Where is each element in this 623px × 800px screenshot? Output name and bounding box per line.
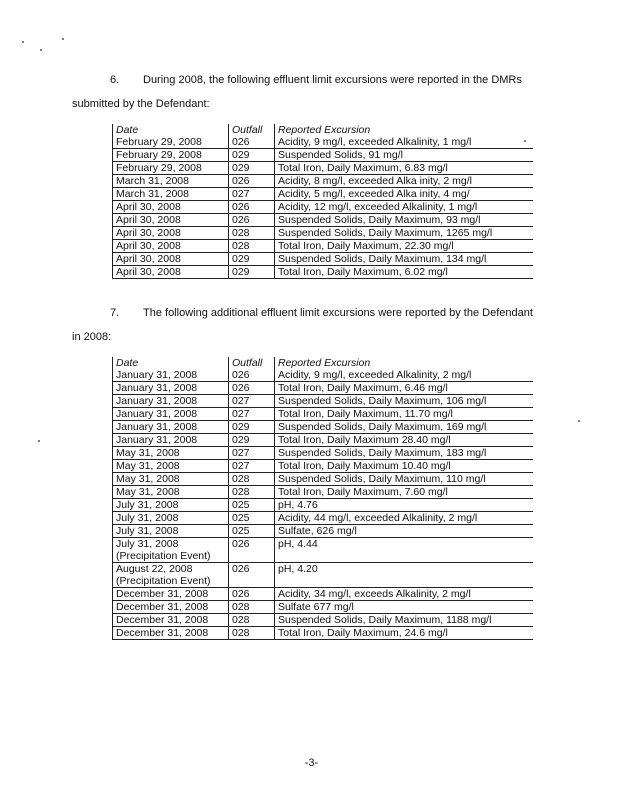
date-cell: May 31, 2008 <box>113 460 229 473</box>
outfall-cell: 025 <box>229 525 275 538</box>
outfall-cell: 027 <box>229 188 275 201</box>
date-cell: March 31, 2008 <box>113 188 229 201</box>
paragraph-6 <box>0 74 623 88</box>
outfall-cell: 028 <box>229 486 275 499</box>
excursion-cell: pH, 4.20 <box>275 563 534 576</box>
outfall-cell: 029 <box>229 266 275 279</box>
table-row <box>113 627 534 640</box>
table-row <box>113 369 534 382</box>
date-cell: July 31, 2008 <box>113 525 229 538</box>
excursion-cell: Suspended Solids, 91 mg/l <box>275 149 534 162</box>
table-row <box>113 460 534 473</box>
date-cell: December 31, 2008 <box>113 588 229 601</box>
date-cell: May 31, 2008 <box>113 447 229 460</box>
table-row <box>113 575 534 588</box>
scan-speck <box>578 420 580 422</box>
outfall-cell: 028 <box>229 473 275 486</box>
date-cell: February 29, 2008 <box>113 136 229 149</box>
outfall-cell: 025 <box>229 499 275 512</box>
table-header-row <box>113 124 534 136</box>
page-number: -3- <box>304 757 319 769</box>
table-row <box>113 538 534 551</box>
excursion-cell: Total Iron, Daily Maximum, 7.60 mg/l <box>275 486 534 499</box>
outfall-cell: 028 <box>229 614 275 627</box>
outfall-cell: 026 <box>229 538 275 551</box>
excursion-cell: Suspended Solids, Daily Maximum, 1188 mg/l <box>275 614 534 627</box>
excursion-cell: Suspended Solids, Daily Maximum, 106 mg/l <box>275 395 534 408</box>
outfall-cell: 026 <box>229 175 275 188</box>
table-row <box>113 266 534 279</box>
outfall-cell: 025 <box>229 512 275 525</box>
date-cell: April 30, 2008 <box>113 201 229 214</box>
date-cell: July 31, 2008 <box>113 512 229 525</box>
excursions-table-dmr <box>112 124 533 279</box>
table-row <box>113 447 534 460</box>
excursion-cell: Total Iron, Daily Maximum, 6.02 mg/l <box>275 266 534 279</box>
outfall-cell: 026 <box>229 369 275 382</box>
table-row <box>113 563 534 576</box>
scan-speck <box>38 440 40 442</box>
table-row <box>113 382 534 395</box>
date-cell: April 30, 2008 <box>113 227 229 240</box>
date-cell: December 31, 2008 <box>113 627 229 640</box>
date-cell: January 31, 2008 <box>113 408 229 421</box>
table-row <box>113 421 534 434</box>
excursion-cell: Suspended Solids, Daily Maximum, 110 mg/l <box>275 473 534 486</box>
excursion-cell: pH, 4.76 <box>275 499 534 512</box>
date-cell: (Precipitation Event) <box>113 550 229 563</box>
outfall-cell: 027 <box>229 447 275 460</box>
table-row <box>113 525 534 538</box>
date-cell: January 31, 2008 <box>113 382 229 395</box>
outfall-cell: 029 <box>229 149 275 162</box>
date-cell: May 31, 2008 <box>113 486 229 499</box>
outfall-cell: 028 <box>229 227 275 240</box>
table-row <box>113 149 534 162</box>
table-row <box>113 227 534 240</box>
excursion-cell: Acidity, 8 mg/l, exceeded Alka inity, 2 mg/l <box>275 175 534 188</box>
date-cell: May 31, 2008 <box>113 473 229 486</box>
table-row <box>113 512 534 525</box>
date-cell: February 29, 2008 <box>113 162 229 175</box>
outfall-cell <box>229 550 275 563</box>
scan-speck <box>40 49 42 51</box>
date-cell: January 31, 2008 <box>113 421 229 434</box>
column-header: Date <box>113 357 229 369</box>
excursion-cell <box>275 550 534 563</box>
paragraph-7 <box>0 307 623 321</box>
scan-speck <box>22 41 24 43</box>
date-cell: December 31, 2008 <box>113 601 229 614</box>
column-header: Reported Excursion <box>275 357 534 369</box>
table-row <box>113 408 534 421</box>
excursion-cell: Total Iron, Daily Maximum, 6.83 mg/l <box>275 162 534 175</box>
excursion-cell: Total Iron, Daily Maximum, 22.30 mg/l <box>275 240 534 253</box>
excursion-cell: Acidity, 34 mg/l, exceeds Alkalinity, 2 mg/l <box>275 588 534 601</box>
excursion-cell: Suspended Solids, Daily Maximum, 1265 mg/l <box>275 227 534 240</box>
column-header: Date <box>113 124 229 136</box>
date-cell: January 31, 2008 <box>113 434 229 447</box>
date-cell: April 30, 2008 <box>113 240 229 253</box>
excursion-cell: Acidity, 44 mg/l, exceeded Alkalinity, 2 mg/l <box>275 512 534 525</box>
table-row <box>113 601 534 614</box>
excursion-cell <box>275 575 534 588</box>
outfall-cell: 026 <box>229 588 275 601</box>
excursion-cell: Acidity, 12 mg/l, exceeded Alkalinity, 1 mg/l <box>275 201 534 214</box>
excursion-cell: Total Iron, Daily Maximum, 24.6 mg/l <box>275 627 534 640</box>
paragraph-number: 7. <box>110 307 120 319</box>
paragraph-text-line: During 2008, the following effluent limit excursions were reported in the DMRs <box>143 74 522 86</box>
table-row <box>113 486 534 499</box>
date-cell: April 30, 2008 <box>113 253 229 266</box>
excursion-cell: Suspended Solids, Daily Maximum, 134 mg/l <box>275 253 534 266</box>
excursion-cell: Acidity, 9 mg/l, exceeded Alkalinity, 2 mg/l <box>275 369 534 382</box>
paragraph-6-continuation: submitted by the Defendant: <box>72 98 210 110</box>
table-row <box>113 136 534 149</box>
outfall-cell: 028 <box>229 627 275 640</box>
excursion-cell: Sulfate 677 mg/l <box>275 601 534 614</box>
table-row <box>113 473 534 486</box>
outfall-cell: 028 <box>229 240 275 253</box>
table-header-row <box>113 357 534 369</box>
outfall-cell: 026 <box>229 563 275 576</box>
table-row <box>113 253 534 266</box>
date-cell: December 31, 2008 <box>113 614 229 627</box>
table-row <box>113 240 534 253</box>
outfall-cell: 026 <box>229 136 275 149</box>
excursion-cell: Total Iron, Daily Maximum, 11.70 mg/l <box>275 408 534 421</box>
excursion-cell: Total Iron, Daily Maximum, 6.46 mg/l <box>275 382 534 395</box>
excursion-cell: pH, 4.44 <box>275 538 534 551</box>
outfall-cell: 029 <box>229 421 275 434</box>
column-header: Outfall <box>229 124 275 136</box>
outfall-cell: 026 <box>229 214 275 227</box>
date-cell: July 31, 2008 <box>113 538 229 551</box>
table-row <box>113 395 534 408</box>
excursion-cell: Sulfate, 626 mg/l <box>275 525 534 538</box>
outfall-cell: 029 <box>229 162 275 175</box>
excursion-cell: Acidity, 5 mg/l, exceeded Alka inity, 4 mg/ <box>275 188 534 201</box>
outfall-cell: 028 <box>229 601 275 614</box>
column-header: Reported Excursion <box>275 124 534 136</box>
table-row <box>113 588 534 601</box>
outfall-cell: 027 <box>229 395 275 408</box>
table-row <box>113 214 534 227</box>
date-cell: July 31, 2008 <box>113 499 229 512</box>
excursion-cell: Suspended Solids, Daily Maximum, 169 mg/l <box>275 421 534 434</box>
date-cell: August 22, 2008 <box>113 563 229 576</box>
outfall-cell: 026 <box>229 382 275 395</box>
paragraph-number: 6. <box>110 74 120 86</box>
table-row <box>113 550 534 563</box>
outfall-cell: 026 <box>229 201 275 214</box>
excursion-cell: Suspended Solids, Daily Maximum, 93 mg/l <box>275 214 534 227</box>
excursions-table-additional <box>112 357 533 640</box>
table-row <box>113 434 534 447</box>
table-row <box>113 162 534 175</box>
date-cell: January 31, 2008 <box>113 395 229 408</box>
date-cell: March 31, 2008 <box>113 175 229 188</box>
date-cell: February 29, 2008 <box>113 149 229 162</box>
date-cell: April 30, 2008 <box>113 266 229 279</box>
table-row <box>113 188 534 201</box>
date-cell: January 31, 2008 <box>113 369 229 382</box>
outfall-cell: 029 <box>229 434 275 447</box>
scan-speck <box>62 38 64 40</box>
paragraph-7-continuation: in 2008: <box>72 331 112 343</box>
table-row <box>113 614 534 627</box>
excursion-cell: Suspended Solids, Daily Maximum, 183 mg/l <box>275 447 534 460</box>
date-cell: (Precipitation Event) <box>113 575 229 588</box>
outfall-cell: 029 <box>229 253 275 266</box>
excursion-cell: Acidity, 9 mg/l, exceeded Alkalinity, 1 mg/l <box>275 136 534 149</box>
excursion-cell: Total Iron, Daily Maximum 10.40 mg/l <box>275 460 534 473</box>
table-row <box>113 201 534 214</box>
date-cell: April 30, 2008 <box>113 214 229 227</box>
outfall-cell: 027 <box>229 460 275 473</box>
outfall-cell: 027 <box>229 408 275 421</box>
excursion-cell: Total Iron, Daily Maximum 28.40 mg/l <box>275 434 534 447</box>
column-header: Outfall <box>229 357 275 369</box>
table-row <box>113 499 534 512</box>
paragraph-text-line: The following additional effluent limit excursions were reported by the Defendant <box>143 307 533 319</box>
outfall-cell <box>229 575 275 588</box>
table-row <box>113 175 534 188</box>
